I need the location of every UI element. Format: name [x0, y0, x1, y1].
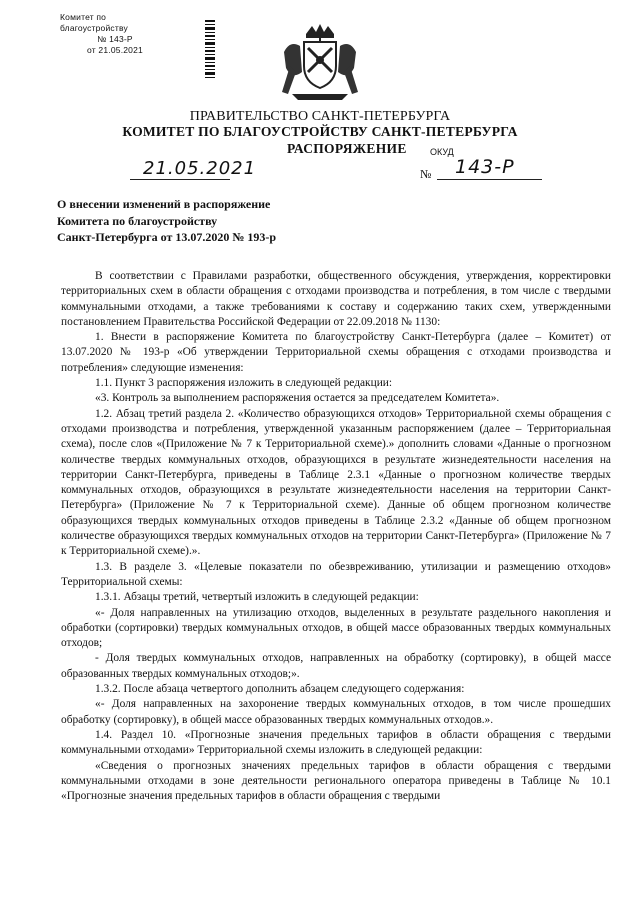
- registration-stamp: [60, 12, 170, 56]
- stamp-line-organization: Комитет по благоустройству: [60, 12, 128, 33]
- paragraph: В соответствии с Правилами разработки, общественного обсуждения, утверждения, корректировки территориальных схем в области обращения с отходами производства и потребления, в том числе с твердыми коммунальными отходами, а также требованиями к составу и содержанию таких схем, утвержденными постановлением Правительства Российской Федерации от 22.09.2018 № 1130:: [61, 270, 611, 328]
- paragraph: «- Доля направленных на захоронение твердых коммунальных отходов, в том числе прошедших обработку (сортировку), в общей массе образованных твердых коммунальных отходов.».: [61, 698, 611, 726]
- paragraph: 1.1. Пункт 3 распоряжения изложить в следующей редакции:: [95, 377, 393, 390]
- subject-block: [57, 196, 276, 246]
- okud-label: ОКУД: [430, 147, 454, 157]
- document-type: РАСПОРЯЖЕНИЕ: [287, 141, 407, 156]
- paragraph: «3. Контроль за выполнением распоряжения остается за председателем Комитета».: [95, 392, 500, 405]
- subject-line: Комитета по благоустройству: [57, 213, 218, 228]
- document-date: 21.05.2021: [143, 158, 257, 179]
- coat-of-arms-icon: [272, 22, 368, 104]
- number-label: №: [420, 167, 432, 181]
- document-body: [61, 269, 611, 804]
- paragraph: 1.2. Абзац третий раздела 2. «Количество образующихся отходов» Территориальной схемы обращения с отходами производства и потребления, утвержденной указанным распоряжением (далее – Территориальная схема), после слов «(Приложение № 7 к Территориальной схеме).» дополнить словами «Данные о прогнозном количестве твердых коммунальных отходов, образующихся в результате жизнедеятельности населения на территории Санкт-Петербурга, приведены в Таблице 2.3.1 «Данные о прогнозном количестве твердых коммунальных отходов, образующихся в результате жизнедеятельности населения на территории Санкт-Петербурга» (Приложение № 7 к Территориальной схеме). Данные об общем прогнозном количестве образующихся твердых коммунальных отходов приведены в Таблице 2.3.2 «Данные об общем прогнозном количестве образующихся твердых коммунальных отходов на территории Санкт-Петербурга» (Приложение № 7 к Территориальной схеме).».: [61, 407, 611, 558]
- paragraph: 1.4. Раздел 10. «Прогнозные значения предельных тарифов в области обращения с твердыми коммунальными отходами» Территориальной схемы изложить в следующей редакции:: [61, 728, 611, 757]
- paragraph: - Доля твердых коммунальных отходов, направленных на обработку (сортировку), в общей массе образованных твердых коммунальных отходов;».: [61, 652, 611, 680]
- stamp-line-number: № 143-Р: [97, 34, 133, 44]
- subject-line: Санкт-Петербурга от 13.07.2020 № 193-р: [57, 230, 277, 244]
- subject-line: О внесении изменений в распоряжение: [57, 197, 271, 211]
- paragraph: 1.3. В разделе 3. «Целевые показатели по обезвреживанию, утилизации и размещению отходов» Территориальной схемы:: [61, 560, 611, 588]
- stamp-line-date: от 21.05.2021: [87, 45, 143, 55]
- paragraph: 1.3.1. Абзацы третий, четвертый изложить в следующей редакции:: [95, 591, 419, 604]
- paragraph: «- Доля направленных на утилизацию отходов, выделенных в результате раздельного накопления и обработки (сортировки) твердых коммунальных отходов, в общей массе образованных твердых коммунальных отходов;: [61, 606, 611, 650]
- document-number: 143-Р: [455, 156, 515, 178]
- barcode: [205, 20, 215, 78]
- government-title: ПРАВИТЕЛЬСТВО САНКТ-ПЕТЕРБУРГА: [189, 109, 451, 124]
- committee-title: КОМИТЕТ ПО БЛАГОУСТРОЙСТВУ САНКТ-ПЕТЕРБУРГА: [122, 124, 518, 139]
- paragraph: «Сведения о прогнозных значениях предельных тарифов в области обращения с твердыми коммунальными отходами в зоне деятельности регионального оператора приведены в Таблице № 10.1 «Прогнозные значения предельных тарифов в области обращения с твердыми: [61, 759, 611, 803]
- paragraph: 1. Внести в распоряжение Комитета по благоустройству Санкт-Петербурга (далее – Комитет) от 13.07.2020 № 193-р «Об утверждении Территориальной схемы обращения с отходами производства и потребления» следующие изменения:: [61, 331, 611, 374]
- paragraph: 1.3.2. После абзаца четвертого дополнить абзацем следующего содержания:: [95, 683, 465, 696]
